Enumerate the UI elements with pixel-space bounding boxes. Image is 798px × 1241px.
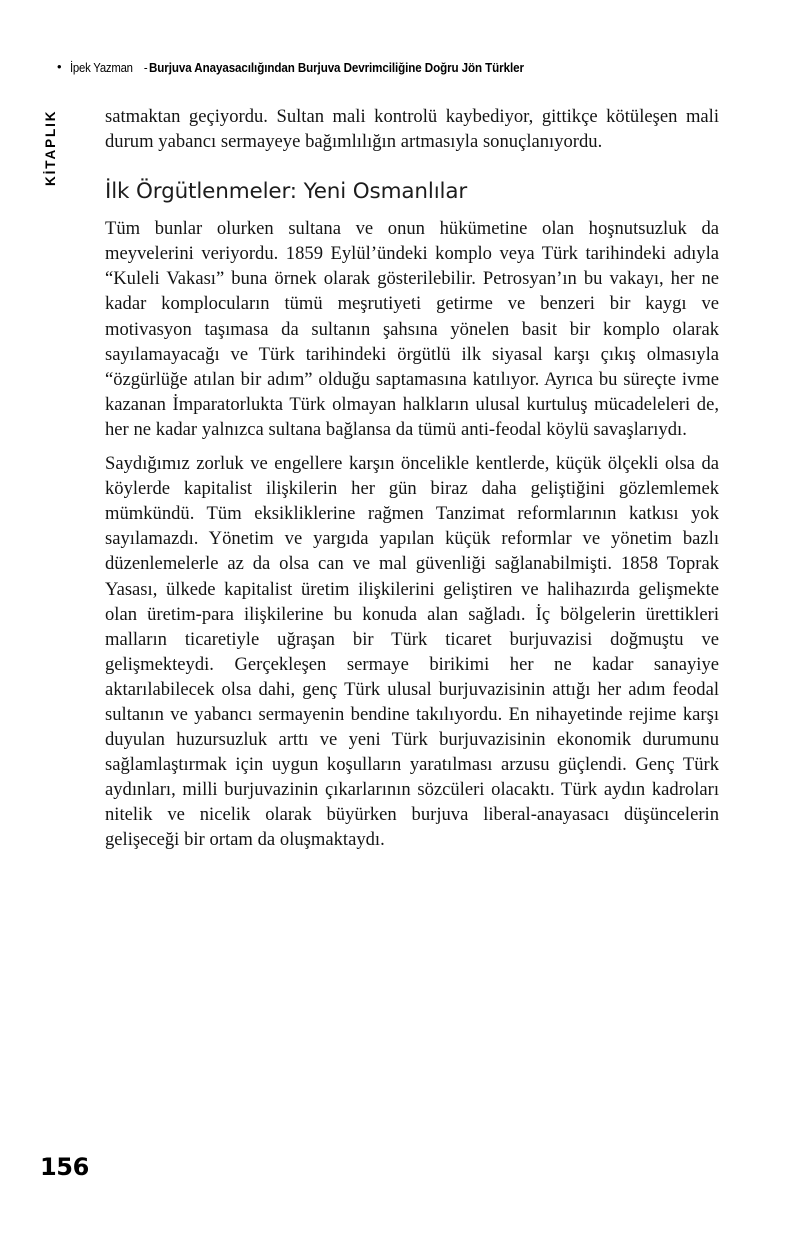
- section-heading-wrapper: [105, 154, 719, 216]
- header-separator: -: [144, 60, 148, 75]
- header-author-name: İpek Yazman: [70, 60, 134, 75]
- paragraph-body-2: Saydığımız zorluk ve engellere karşın öncelikle kentlerde, küçük ölçekli olsa da köylerde kapitalist ilişkilerin her gün biraz daha geliştiğini gözlemlemek mümkündü. Tüm eksikliklerine rağmen Tanzimat reformlarının katkısı yok sayılamazdı. Yönetim ve yargıda yapılan küçük reformlar ve yönetim bazlı düzenlemelerle az da olsa can ve mal güvenliği sağlanabilmişti. 1858 Toprak Yasası, ülkede kapitalist üretim ilişkilerini geliştiren ve halihazırda gelişmekte olan üretim-para ilişkilerine bu konuda alan sağladı. İç bölgelerin ürettikleri malların ticaretiyle uğraşan bir Türk ticaret burjuvazisi doğmuştu ve gelişmekteydi. Gerçekleşen sermaye birikimi her ne kadar sanayiye aktarılabilecek olsa dahi, genç Türk ulusal burjuvazisinin attığı her adım feodal sultanın ve yabancı sermayenin bendine takılıyordu. En nihayetinde rejime karşı duyulan huzursuzluk arttı ve yeni Türk burjuvazisinin ekonomik durumunu sağlamlaştırmak için uygun koşulların yaratılması arzusu güçlendi. Genç Türk aydınları, milli burjuvazinin çıkarlarının sözcüleri olacaktı. Türk aydın kadroları nitelik ve nicelik olarak büyürken burjuva liberal-anayasacı düşüncelerin gelişeceği bir ortam da oluşmaktaydı.: [105, 453, 719, 851]
- running-header: [57, 60, 757, 80]
- paragraph-body-1: Tüm bunlar olurken sultana ve onun hükümetine olan hoşnutsuzluk da meyvelerini veriyordu. 1859 Eylül’ündeki komplo veya Türk tarihindeki adıyla “Kuleli Vakası” buna örnek olarak gösterilebilir. Petrosyan’ın bu vakayı, her ne kadar komplocuların tümü meşrutiyeti getirme ve benzeri bir kaygı ve motivasyon taşımasa da sultanın şahsına yönelen basit bir komplo olarak sayılamayacağı ve Türk tarihindeki örgütlü ilk siyasal karşı çıkış olmasıyla “özgürlüğe atılan bir adım” olduğu saptamasına katılıyor. Ayrıca bu süreçte ivme kazanan İmparatorlukta Türk olmayan halkların ulusal kurtuluş mücadeleleri de, her ne kadar yalnızca sultana bağlansa da tümü anti-feodal köylü savaşlarıydı.: [105, 218, 719, 440]
- page-number: 156: [40, 1153, 89, 1181]
- header-article-title: Burjuva Anayasacılığından Burjuva Devrimciliğine Doğru Jön Türkler: [149, 60, 525, 75]
- section-heading: İlk Örgütlenmeler: Yeni Osmanlılar: [105, 179, 468, 205]
- section-side-tag: KİTAPLIK: [43, 109, 58, 186]
- text-column: [105, 104, 719, 853]
- bullet-icon: •: [57, 59, 62, 74]
- paragraph-continued: satmaktan geçiyordu. Sultan mali kontrolü kaybediyor, gittikçe kötüleşen mali durum yabancı sermayeye bağımlılığın artmasıyla sonuçlanıyordu.: [105, 106, 719, 153]
